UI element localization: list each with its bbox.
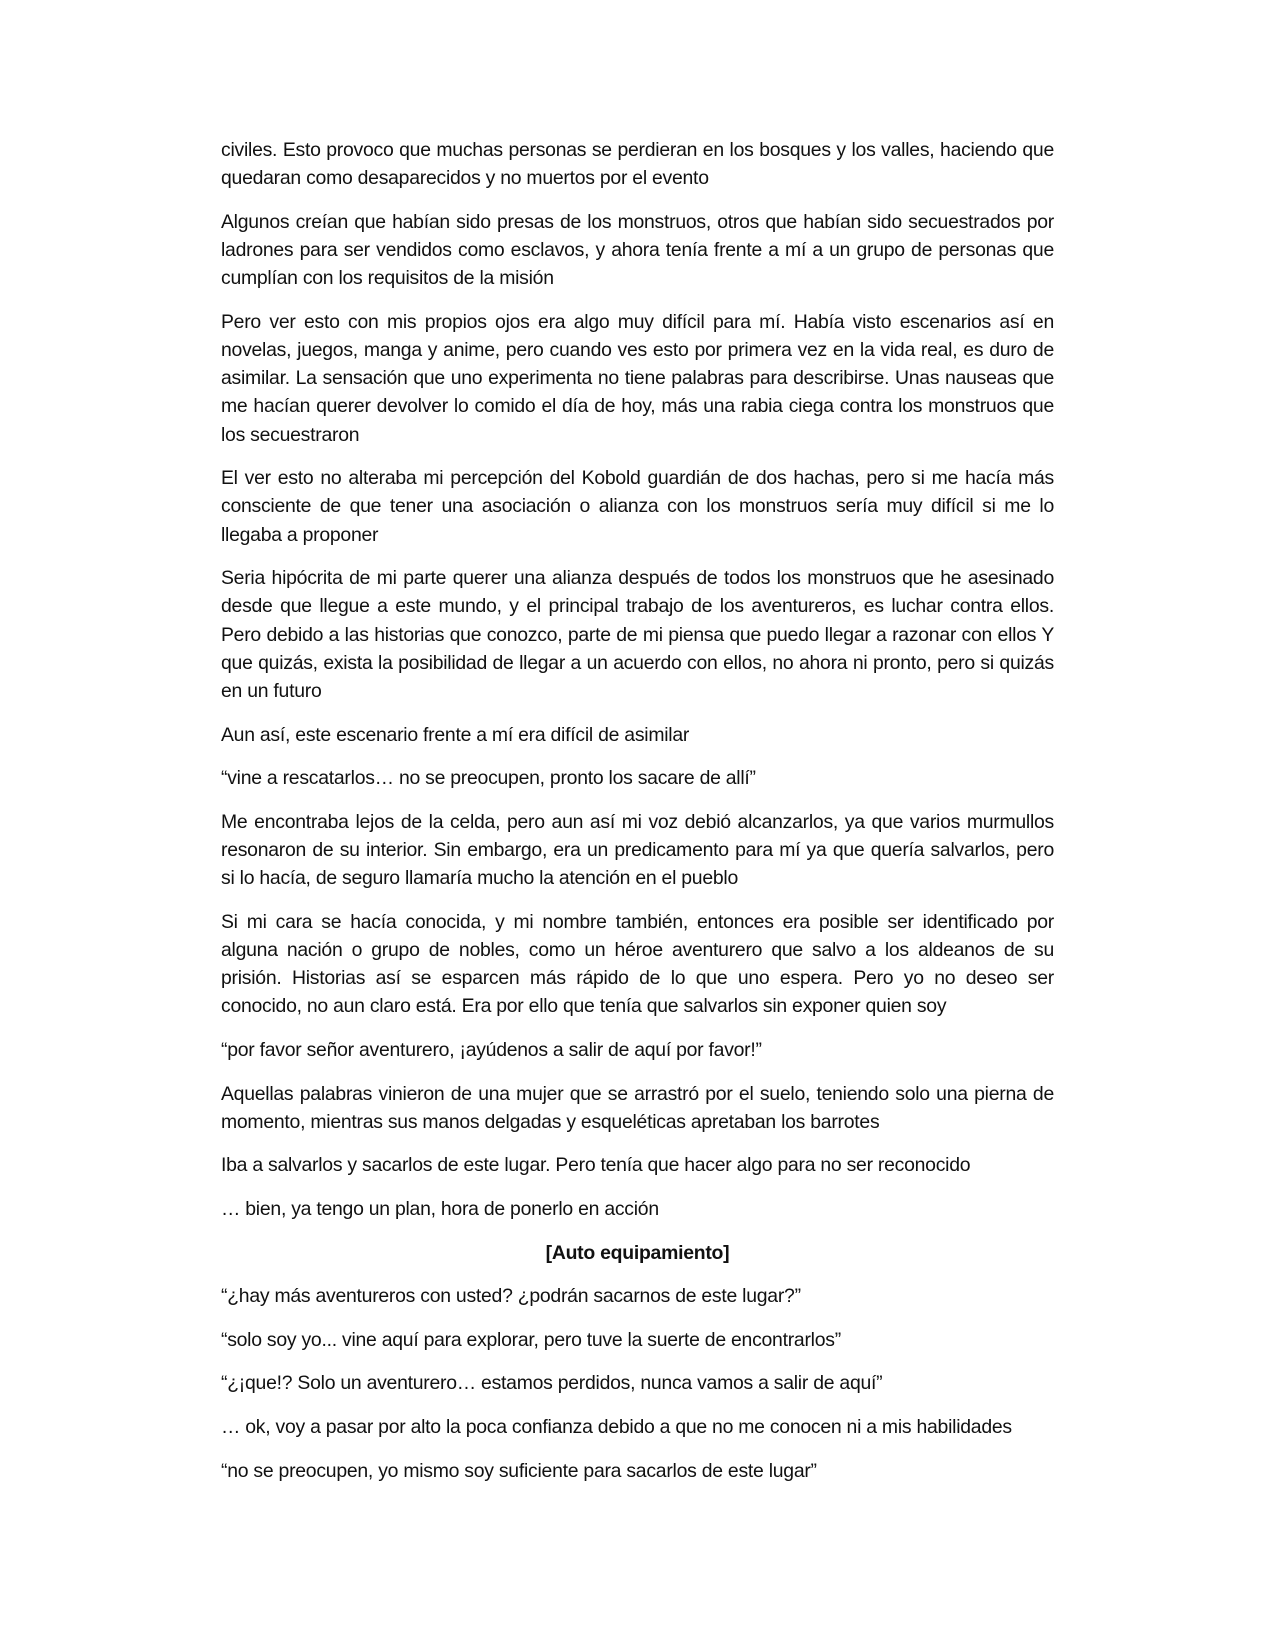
paragraph: Si mi cara se hacía conocida, y mi nombre también, entonces era posible ser identificado por alguna nación o grupo de nobles, como un héroe aventurero que salvo a los aldeanos de su prisión. Historias así se esparcen más rápido de lo que uno espera. Pero yo no deseo ser conocido, no aun claro está. Era por ello que tenía que salvarlos sin exponer quien soy xyxy=(221,910,1054,1018)
dialogue-line: “solo soy yo... vine aquí para explorar, pero tuve la suerte de encontrarlos” xyxy=(221,1328,841,1351)
paragraph: … ok, voy a pasar por alto la poca confianza debido a que no me conocen ni a mis habilidades xyxy=(221,1415,1012,1438)
section-heading: [Auto equipamiento] xyxy=(545,1241,730,1264)
paragraph: Algunos creían que habían sido presas de los monstruos, otros que habían sido secuestrados por ladrones para ser vendidos como esclavos, y ahora tenía frente a mí a un grupo de personas que cumplían con los requisitos de la misión xyxy=(221,210,1054,290)
paragraph: Me encontraba lejos de la celda, pero aun así mi voz debió alcanzarlos, ya que varios murmullos resonaron de su interior. Sin embargo, era un predicamento para mí ya que quería salvarlos, pero si lo hacía, de seguro llamaría mucho la atención en el pueblo xyxy=(221,810,1054,890)
dialogue-line: “¿¡que!? Solo un aventurero… estamos perdidos, nunca vamos a salir de aquí” xyxy=(221,1372,883,1395)
paragraph: … bien, ya tengo un plan, hora de ponerlo en acción xyxy=(221,1197,659,1220)
document-body xyxy=(221,136,1054,1500)
dialogue-line: “por favor señor aventurero, ¡ayúdenos a salir de aquí por favor!” xyxy=(221,1039,762,1061)
paragraph: El ver esto no alteraba mi percepción del Kobold guardián de dos hachas, pero si me hacía más consciente de que tener una asociación o alianza con los monstruos sería muy difícil si me lo llegaba a proponer xyxy=(221,467,1054,546)
paragraph: Aun así, este escenario frente a mí era difícil de asimilar xyxy=(221,723,690,746)
paragraph: civiles. Esto provoco que muchas personas se perdieran en los bosques y los valles, haciendo que quedaran como desaparecidos y no muertos por el evento xyxy=(221,139,1054,190)
paragraph: Pero ver esto con mis propios ojos era algo muy difícil para mí. Había visto escenarios así en novelas, juegos, manga y anime, pero cuando ves esto por primera vez en la vida real, es duro de asimilar. La sensación que uno experimenta no tiene palabras para describirse. Unas nauseas que me hacían querer devolver lo comido el día de hoy, más una rabia ciega contra los monstruos que los secuestraron xyxy=(221,310,1054,446)
paragraph: Seria hipócrita de mi parte querer una alianza después de todos los monstruos que he asesinado desde que llegue a este mundo, y el principal trabajo de los aventureros, es luchar contra ellos. Pero debido a las historias que conozco, parte de mi piensa que puedo llegar a razonar con ellos Y que quizás, exista la posibilidad de llegar a un acuerdo con ellos, no ahora ni pronto, pero si quizás en un futuro xyxy=(221,567,1054,703)
dialogue-line: “¿hay más aventureros con usted? ¿podrán sacarnos de este lugar?” xyxy=(221,1285,801,1308)
dialogue-line: “no se preocupen, yo mismo soy suficiente para sacarlos de este lugar” xyxy=(221,1459,817,1482)
dialogue-line: “vine a rescatarlos… no se preocupen, pronto los sacare de allí” xyxy=(221,767,756,790)
paragraph: Aquellas palabras vinieron de una mujer que se arrastró por el suelo, teniendo solo una pierna de momento, mientras sus manos delgadas y esqueléticas apretaban los barrotes xyxy=(221,1082,1054,1133)
paragraph: Iba a salvarlos y sacarlos de este lugar. Pero tenía que hacer algo para no ser reconocido xyxy=(221,1154,971,1177)
